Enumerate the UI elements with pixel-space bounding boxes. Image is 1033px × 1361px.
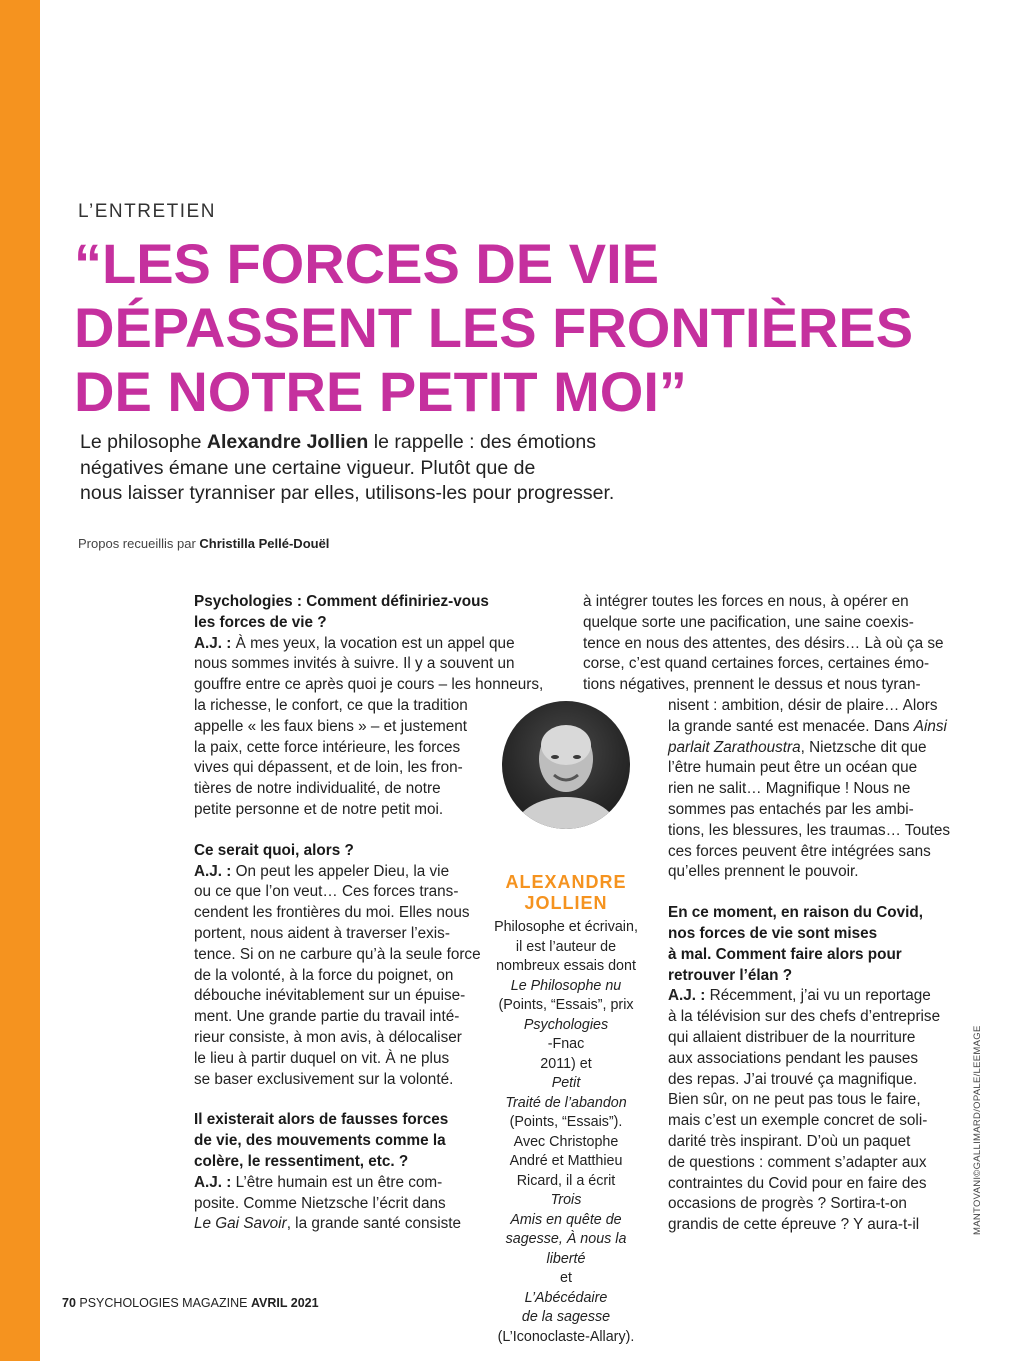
sidebar-name-line: ALEXANDRE [505,872,627,892]
answer-line: petite personne et de notre petit moi. [194,800,444,818]
answer-line: qui allaient distribuer de la nourriture [668,1028,916,1046]
answer-line: ces forces peuvent être intégrées sans [668,842,931,860]
bio-line [478,977,654,997]
question-line: Psychologies : Comment définiriez-vous [194,593,489,610]
sidebar-bio [478,918,654,1347]
question-4 [668,903,944,986]
standfirst-line: nous laisser tyranniser par elles, utilisons-les pour progresser. [80,482,615,504]
interviewee-name: Alexandre Jollien [206,431,369,453]
orange-side-stripe [0,0,40,1361]
portrait-photo [502,701,630,829]
answer-line: vives qui dépassent, et de loin, les fron- [194,759,463,777]
bio-line [478,1308,654,1328]
answer-line: gouffre entre ce après quoi je cours – les honneurs, [194,676,544,694]
page-footer [62,1296,319,1310]
book-title: L’Abécédaire [524,1289,608,1306]
paragraph-gap [668,883,944,903]
question-line: Il existerait alors de fausses forces [194,1111,449,1129]
answer-text: L’être humain est un être com- [235,1173,443,1191]
answer-line: grandis de cette épreuve ? Y aura-t-il [668,1216,920,1234]
answer-line [668,717,947,738]
answer-label: A.J. : [194,1173,236,1191]
question-line: de vie, des mouvements comme la [194,1132,446,1150]
headline-line: DE NOTRE PETIT MOI” [74,360,687,423]
answer-line: à intégrer toutes les forces en nous, à opérer en [583,593,909,610]
answer-line: ou ce que l’on veut… Ces forces trans- [194,883,459,901]
bio-line: (L’Iconoclaste-Allary). [497,1328,635,1345]
answer-line: darité très inspirant. D’où un paquet [668,1132,911,1150]
portrait-illustration [502,701,630,829]
answer-line: mais c’est un exemple concret de soli- [668,1112,928,1130]
book-title: Ainsi [913,717,947,735]
question-line: En ce moment, en raison du Covid, [668,904,923,922]
answer-line: corse, c’est quand certaines forces, certaines émo- [583,655,930,673]
answer-line: cendent les frontières du moi. Elles nous [194,904,470,922]
bio-line [478,1172,654,1211]
answer-line: le lieu à partir duquel on vit. À ne plus [194,1049,450,1067]
answer-label: A.J. : [194,634,236,652]
article-headline [74,232,974,424]
byline-author: Christilla Pellé-Douël [199,536,330,551]
answer-line: Bien sûr, on ne peut pas tous le faire, [668,1091,921,1109]
answer-line: appelle « les faux biens » – et justement [194,717,467,735]
question-line: les forces de vie ? [194,613,327,631]
issue-date: AVRIL 2021 [250,1296,319,1310]
answer-label: A.J. : [668,987,710,1005]
answer-line: se baser exclusivement sur la volonté. [194,1070,454,1088]
bio-line [478,1055,654,1094]
question-line: retrouver l’élan ? [668,966,793,984]
page-number: 70 [62,1296,76,1310]
standfirst [80,430,700,507]
bio-line [478,1094,654,1114]
answer-line: rieur consiste, à mon avis, à délocaliser [194,1028,462,1046]
headline-line: “LES FORCES DE VIE [74,232,659,295]
answer-line: nisent : ambition, désir de plaire… Alors [668,697,938,714]
book-title: Trois [550,1192,582,1208]
book-title: parlait Zarathoustra [668,738,801,756]
answer-text: À mes yeux, la vocation est un appel que [235,634,515,652]
answer-line: à la télévision sur des chefs d’entreprise [668,1008,941,1026]
bio-text: 2011) et [540,1055,592,1072]
answer-line: la richesse, le confort, ce que la tradition [194,696,468,714]
answer-text: la grande santé est menacée. Dans [668,717,914,735]
answer-line: tières de notre individualité, de notre [194,780,441,798]
bio-line [478,1230,654,1250]
bio-line [478,1016,654,1055]
answer-line: occasions de progrès ? Sortira-t-on [668,1195,907,1213]
bio-line [478,1250,654,1309]
answer-line: des repas. J’ai trouvé ça magnifique. [668,1070,918,1088]
book-title: de la sagesse [521,1309,611,1325]
standfirst-line [80,430,700,456]
column-2-top [583,592,943,696]
answer-text: , la grande santé consiste [286,1215,462,1233]
paragraph-gap [194,821,556,841]
column-2-wrap [668,696,950,1236]
answer-line [194,634,556,655]
book-title: Traité de l’abandon [505,1094,627,1111]
answer-line [668,738,944,759]
bio-line: nombreux essais dont [496,958,636,974]
answer-line: posite. Comme Nietzsche l’écrit dans [194,1194,446,1212]
byline-prefix: Propos recueillis par [78,536,200,551]
photo-credit: MANTOVANI©GALLIMARD/OPALE/LEEMAGE [972,1025,983,1235]
answer-line: l’être humain peut être un océan que [668,759,918,777]
bio-line: (Points, “Essais”, prix [498,997,634,1013]
bio-line: Philosophe et écrivain, [494,919,638,935]
bio-line [478,1211,654,1231]
answer-line: portent, nous aident à traverser l’exis- [194,924,450,942]
answer-line: ment. Une grande partie du travail inté- [194,1008,460,1026]
answer-line: tence. Si on ne carbure qu’à la seule force [194,945,481,963]
answer-line: contraintes du Covid pour en faire des [668,1174,927,1192]
standfirst-line: négatives émane une certaine vigueur. Plutôt que de [80,456,536,479]
question-line: colère, le ressentiment, etc. ? [194,1152,409,1170]
magazine-name: PSYCHOLOGIES MAGAZINE [75,1296,251,1310]
bio-line: (Points, “Essais”). [509,1114,623,1130]
section-kicker: L’ENTRETIEN [78,201,216,222]
byline [78,536,329,551]
question-2 [194,841,556,862]
standfirst-text: Le philosophe [80,431,207,453]
standfirst-text: le rappelle : des émotions [368,431,596,453]
answer-line: sommes pas entachés par les ambi- [668,800,914,818]
book-title: sagesse, À nous la [505,1231,627,1247]
book-title: Psychologies [523,1016,609,1033]
book-title: Amis en quête de [510,1211,622,1228]
bio-text: -Fnac [547,1036,585,1052]
answer-line: de questions : comment s’adapter aux [668,1153,927,1171]
answer-4 [668,986,944,1236]
book-title: Le Gai Savoir [194,1215,287,1233]
answer-line: tence en nous des attentes, des désirs… Là où ça se [583,634,944,652]
answer-line: tions négatives, prennent le dessus et nous tyran- [583,676,921,694]
answer-line [668,986,944,1007]
answer-label: A.J. : [194,862,236,880]
answer-line: la paix, cette force intérieure, les forces [194,738,461,756]
question-line: à mal. Comment faire alors pour [668,945,902,963]
book-title: Petit [551,1075,581,1091]
bio-text: et [560,1270,572,1286]
bio-line: André et Matthieu [509,1153,623,1169]
bio-text: Ricard, il a écrit [516,1172,616,1189]
bio-line: il est l’auteur de [515,938,617,955]
answer-line: quelque sorte une pacification, une saine coexis- [583,613,914,631]
book-title: liberté [546,1250,586,1267]
answer-1 [194,634,556,821]
bio-line: Avec Christophe [513,1133,619,1150]
question-1 [194,592,556,634]
sidebar-name-line: JOLLIEN [524,893,608,913]
answer-line: débouche inévitablement sur un épuise- [194,987,466,1005]
answer-line: aux associations pendant les pauses [668,1049,919,1067]
headline-line: DÉPASSENT LES FRONTIÈRES [74,296,914,359]
answer-line: de la volonté, à la force du poignet, on [194,966,454,984]
answer-line: tions, les blessures, les traumas… Toutes [668,821,950,839]
answer-line: rien ne salit… Magnifique ! Nous ne [668,780,911,798]
answer-line: nous sommes invités à suivre. Il y a souvent un [194,655,515,673]
answer-text: , Nietzsche dit que [800,738,927,756]
question-line: nos forces de vie sont mises [668,924,878,942]
sidebar-name [478,872,654,914]
answer-line: qu’elles prennent le pouvoir. [668,863,859,881]
book-title: Le Philosophe nu [510,977,622,994]
answer-text: On peut les appeler Dieu, la vie [235,862,450,880]
answer-text: Récemment, j’ai vu un reportage [709,987,931,1005]
question-line: Ce serait quoi, alors ? [194,841,354,859]
